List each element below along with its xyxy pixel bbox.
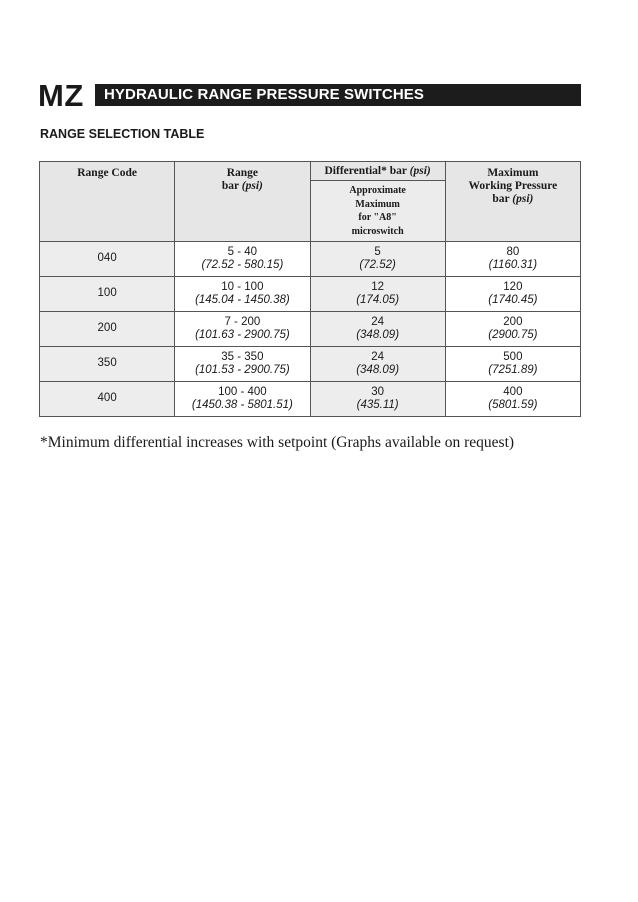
header-range-psi: (psi) — [241, 180, 263, 192]
differential-cell: 12 (174.05) — [310, 277, 445, 312]
product-code: MZ — [38, 78, 84, 113]
table-row — [40, 242, 581, 277]
max-pressure-cell: 120 (1740.45) — [445, 277, 580, 312]
differential-cell: 5 (72.52) — [310, 242, 445, 277]
header-max-line1: Maximum — [487, 167, 539, 179]
max-pressure-cell: 400 (5801.59) — [445, 382, 580, 417]
header-range-line1: Range — [226, 167, 259, 179]
range-cell: 10 - 100 (145.04 - 1450.38) — [175, 277, 310, 312]
header-differential: Differential* bar (psi) — [310, 162, 445, 181]
header-title-bar — [95, 84, 581, 106]
range-cell: 7 - 200 (101.63 - 2900.75) — [175, 312, 310, 347]
footnote: *Minimum differential increases with setpoint (Graphs available on request) — [40, 434, 515, 451]
table-row — [40, 382, 581, 417]
table-row — [40, 312, 581, 347]
range-code-cell: 350 — [40, 347, 175, 382]
max-pressure-cell: 200 (2900.75) — [445, 312, 580, 347]
section-title: RANGE SELECTION TABLE — [40, 127, 205, 141]
header-differential-note: Approximate Maximum for "A8" microswitch — [310, 181, 445, 242]
differential-cell: 24 (348.09) — [310, 312, 445, 347]
range-cell: 5 - 40 (72.52 - 580.15) — [175, 242, 310, 277]
header-max-line2: Working Pressure — [468, 180, 558, 192]
header-range — [175, 162, 310, 242]
header-title: HYDRAULIC RANGE PRESSURE SWITCHES — [104, 86, 424, 103]
table-row — [40, 347, 581, 382]
range-code-cell: 040 — [40, 242, 175, 277]
max-pressure-cell: 500 (7251.89) — [445, 347, 580, 382]
header-max-unit: bar — [492, 193, 513, 205]
table-row — [40, 277, 581, 312]
max-pressure-cell: 80 (1160.31) — [445, 242, 580, 277]
range-code-cell: 200 — [40, 312, 175, 347]
range-selection-table — [39, 161, 581, 417]
range-cell: 100 - 400 (1450.38 - 5801.51) — [175, 382, 310, 417]
differential-cell: 24 (348.09) — [310, 347, 445, 382]
header-range-code: Range Code — [40, 162, 175, 242]
range-cell: 35 - 350 (101.53 - 2900.75) — [175, 347, 310, 382]
range-code-cell: 400 — [40, 382, 175, 417]
differential-cell: 30 (435.11) — [310, 382, 445, 417]
header-differential-psi: (psi) — [409, 164, 431, 177]
range-code-cell: 100 — [40, 277, 175, 312]
header-max-working-pressure — [445, 162, 580, 242]
header-max-psi: (psi) — [512, 193, 534, 205]
table-header-row — [40, 162, 581, 181]
header-range-unit: bar — [221, 180, 242, 192]
